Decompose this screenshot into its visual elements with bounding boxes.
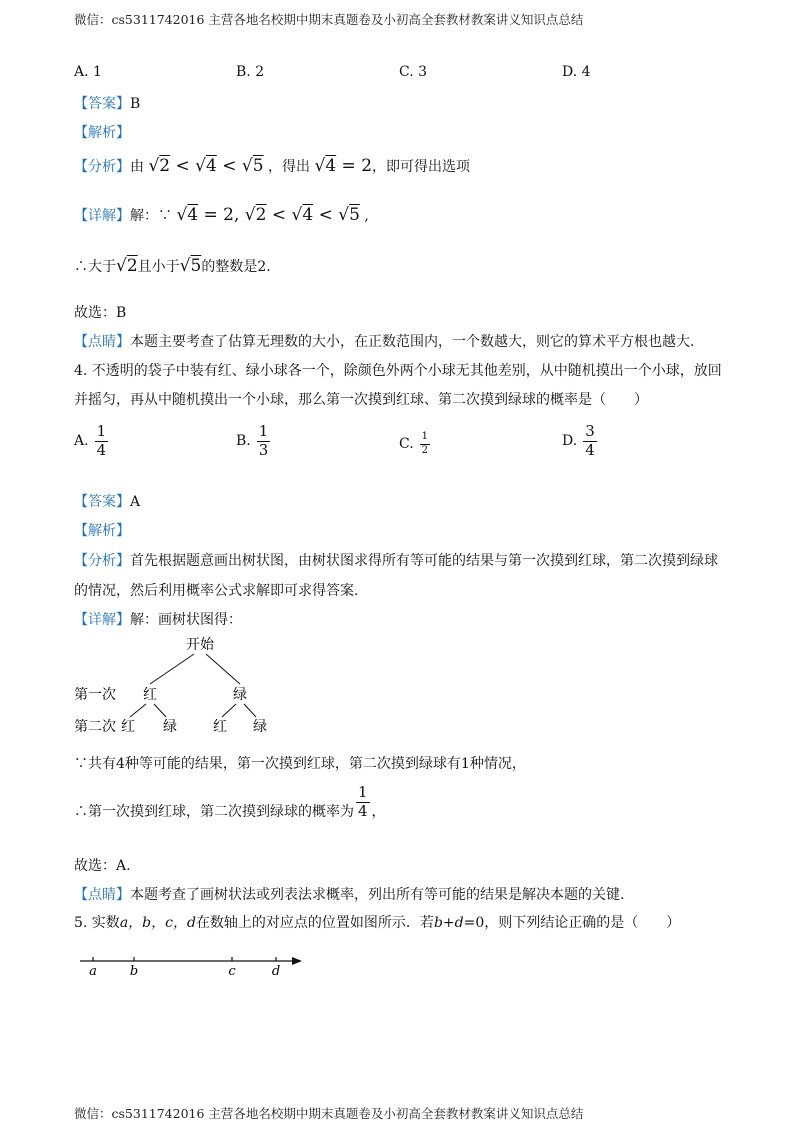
option-label: C. (399, 436, 414, 452)
tree-level2-item: 红 (121, 719, 135, 735)
q3-dianjing (74, 335, 694, 349)
page-header: 微信：cs5311742016 主营各地名校期中期末真题卷及小初高全套教材教案讲义知识点总结 (74, 12, 584, 27)
therefore-post: ， (371, 804, 386, 821)
q3-therefore (74, 256, 271, 277)
tree-edge (244, 704, 256, 717)
fraction: $\frac{1}{4}$ (96, 422, 107, 459)
q4-option-c (399, 432, 430, 456)
q5-stem (74, 916, 680, 930)
xiangjie-tag: 【详解】 (74, 612, 130, 628)
option-b: B. 2 (236, 64, 265, 80)
q4-because: ∵共有4种等可能的结果，第一次摸到红球，第二次摸到绿球有1种情况， (74, 756, 526, 772)
q3-xiangjie: 【详解】解：∵ √4 = 2, √2 < √4 < √5 , (74, 205, 369, 225)
q5-stem-pre: 5. 实数 (74, 915, 120, 931)
sqrt-equation: √4 = 2 (314, 156, 373, 176)
q5-stem-mid: 在数轴上的对应点的位置如图所示．若 (195, 915, 434, 931)
fraction: $\frac{3}{4}$ (585, 422, 595, 459)
q4-option-b (236, 424, 270, 459)
tree-edge (154, 704, 166, 717)
sqrt-inequality: √2 < √4 < √5 (148, 156, 264, 176)
sqrt-2: √2 (116, 256, 138, 276)
q4-dianjing (74, 888, 624, 902)
q4-guxuan: 故选：A. (74, 858, 131, 874)
number-line (76, 950, 308, 982)
q4-option-a (74, 424, 108, 459)
q5-vars: a，b，c，d (119, 915, 196, 931)
q5-stem-post: =0，则下列结论正确的是（ ） (463, 915, 681, 931)
therefore-mid: 且小于 (137, 259, 180, 275)
page-footer: 微信：cs5311742016 主营各地名校期中期末真题卷及小初高全套教材教案讲义知识点总结 (74, 1106, 584, 1121)
q4-therefore (74, 785, 386, 820)
therefore-pre: ∴第一次摸到红球，第二次摸到绿球的概率为 (74, 804, 354, 821)
tree-level1-red: 红 (143, 687, 157, 703)
answer-tag: 【答案】 (74, 96, 130, 112)
q3-fenxi (74, 156, 470, 177)
q3-guxuan: 故选：B (74, 305, 127, 321)
option-a: A. 1 (74, 64, 102, 80)
tree-level1-green: 绿 (233, 687, 247, 703)
therefore-pre: ∴大于 (74, 259, 116, 275)
answer-value: B (130, 96, 141, 112)
fraction: $\frac{1}{3}$ (258, 422, 269, 459)
label-d: d (271, 964, 281, 979)
fenxi-text-1: 首先根据题意画出树状图，由树状图求得所有等可能的结果与第一次摸到红球，第二次摸到绿球 (130, 553, 718, 569)
tree-edge (150, 654, 194, 684)
fenxi-tag: 【分析】 (74, 553, 130, 569)
xiangjie-math: √4 = 2, √2 < √4 < √5 (176, 205, 360, 225)
fenxi-tag: 【分析】 (74, 159, 130, 175)
probability-fraction: $\frac{1}{4}$ (358, 783, 368, 820)
fenxi-mid: ，得出 (268, 159, 311, 175)
q4-option-d (562, 424, 597, 459)
tree-level2-item: 绿 (253, 719, 267, 735)
analysis-tag: 【解析】 (74, 125, 130, 141)
row-label-second: 第二次 (74, 719, 116, 735)
q4-xiangjie (74, 613, 242, 627)
tree-level2-item: 绿 (163, 719, 177, 735)
fenxi-post: ，即可得出选项 (372, 159, 471, 175)
q4-answer (74, 495, 140, 509)
dianjing-tag: 【点睛】 (74, 334, 130, 350)
dianjing-tag: 【点睛】 (74, 887, 130, 903)
xiangjie-text: 解：画树状图得： (130, 612, 242, 628)
q5-cond: b+d (433, 915, 464, 931)
label-c: c (228, 964, 236, 979)
arrow-head-icon (292, 957, 302, 965)
xiangjie-pre: 解：∵ (130, 208, 172, 224)
q4-fenxi-2: 的情况，然后利用概率公式求解即可求得答案. (74, 583, 359, 599)
answer-value: A (130, 494, 141, 510)
dianjing-text: 本题主要考查了估算无理数的大小，在正数范围内，一个数越大，则它的算术平方根也越大. (130, 334, 695, 350)
q4-fenxi (74, 554, 718, 568)
fraction: $\frac{1}{2}$ (421, 431, 429, 456)
tree-level2-item: 红 (213, 719, 227, 735)
label-b: b (129, 964, 139, 979)
sqrt-5: √5 (179, 256, 202, 276)
tree-root: 开始 (186, 637, 214, 653)
option-label: B. (236, 433, 251, 450)
fenxi-pre: 由 (130, 159, 144, 175)
option-label: A. (74, 433, 89, 450)
label-a: a (89, 964, 97, 979)
row-label-first: 第一次 (74, 687, 116, 703)
xiangjie-tag: 【详解】 (74, 208, 130, 224)
therefore-post: 的整数是2. (201, 259, 271, 275)
tree-diagram (60, 632, 300, 744)
answer-tag: 【答案】 (74, 494, 130, 510)
tree-edge (130, 704, 146, 717)
q3-answer (74, 97, 140, 111)
q4-stem-line1: 4. 不透明的袋子中装有红、绿小球各一个，除颜色外两个小球无其他差别，从中随机摸出一个小球，放回 (74, 363, 722, 379)
tree-edge (206, 654, 240, 684)
option-d: D. 4 (562, 64, 591, 80)
option-c: C. 3 (399, 64, 428, 80)
option-label: D. (562, 433, 578, 450)
q4-stem-line2: 并摇匀，再从中随机摸出一个小球，那么第一次摸到红球、第二次摸到绿球的概率是（ ） (74, 392, 648, 408)
tree-edge (222, 704, 236, 717)
dianjing-text: 本题考查了画树状法或列表法求概率，列出所有等可能的结果是解决本题的关键. (130, 887, 625, 903)
analysis-tag: 【解析】 (74, 523, 130, 539)
